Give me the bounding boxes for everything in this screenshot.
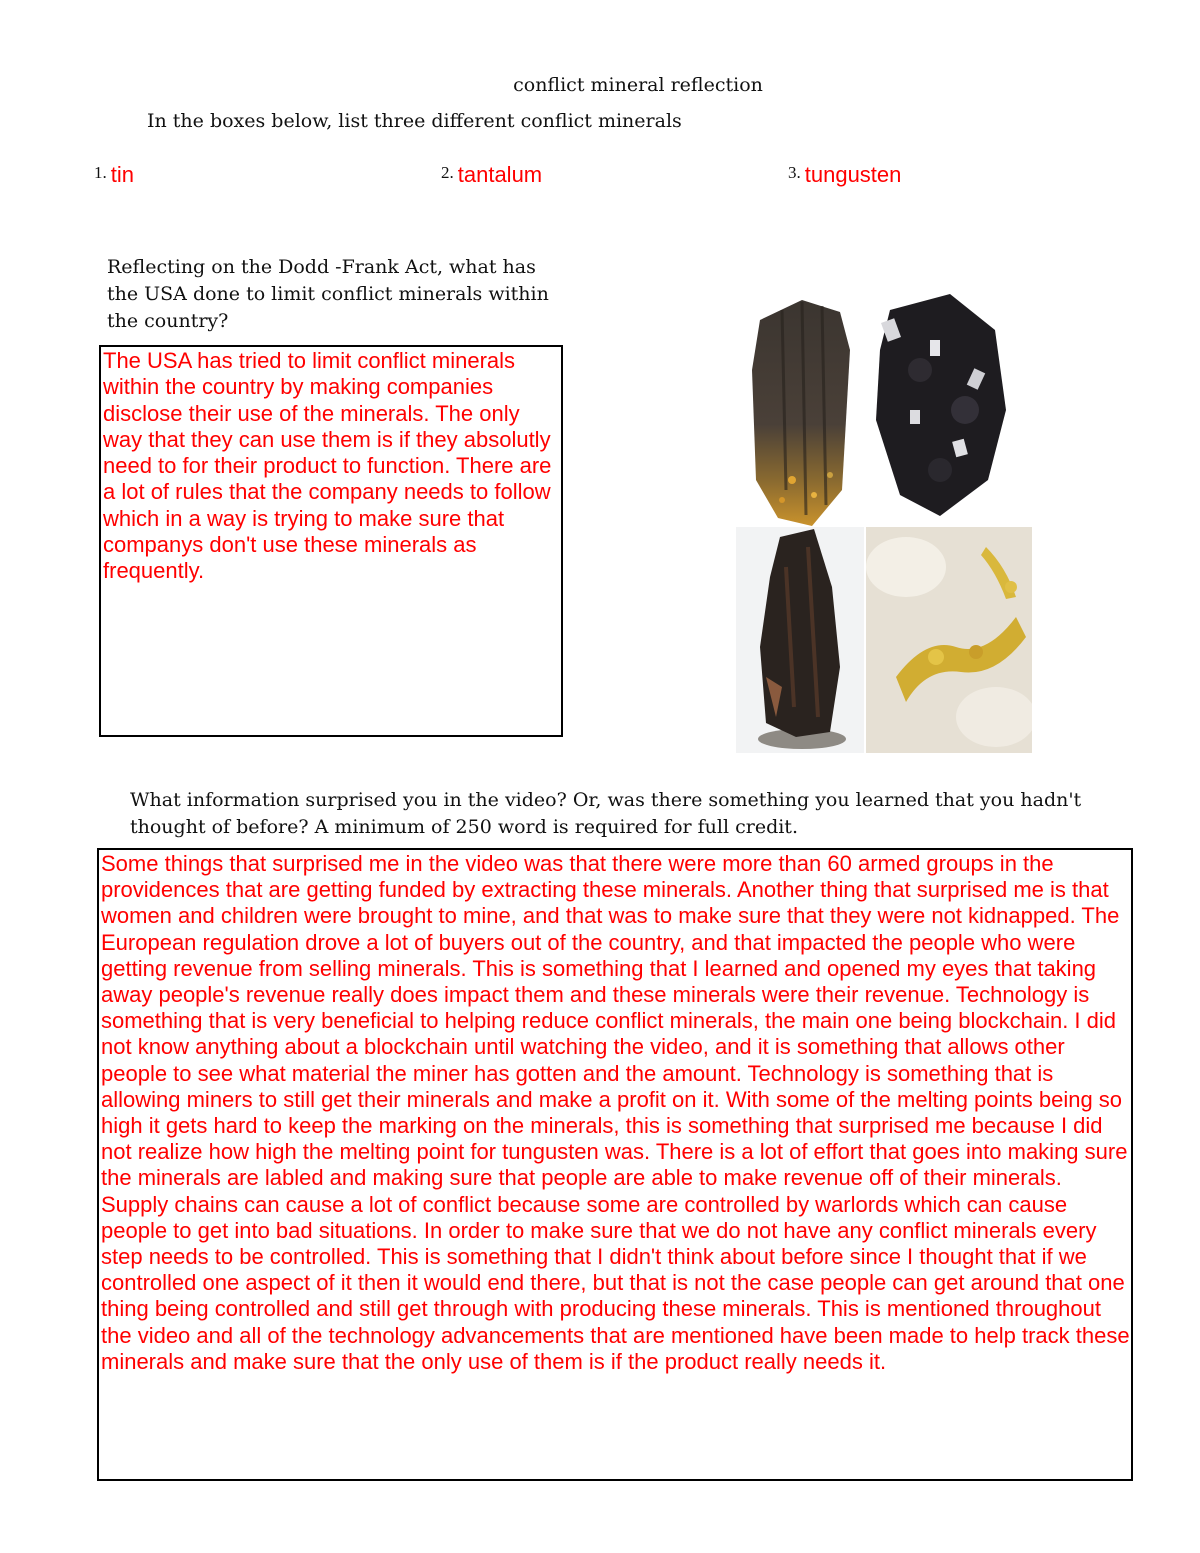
mineral-number: 1. xyxy=(94,163,107,182)
mineral-answer: tin xyxy=(110,162,134,187)
mineral-item-3 xyxy=(788,162,901,188)
mineral-item-2 xyxy=(441,162,542,188)
question-video: What information surprised you in the video? Or, was there something you learned that you hadn't thought of before? A minimum of 250 word is required for full credit. xyxy=(130,789,1082,838)
instruction-text: In the boxes below, list three different conflict minerals xyxy=(147,110,682,132)
question-dodd-frank: Reflecting on the Dodd -Frank Act, what has the USA done to limit conflict minerals within the country? xyxy=(107,256,549,332)
mineral-answer: tungusten xyxy=(804,162,902,187)
mineral-photo-tantalum xyxy=(870,290,1010,520)
answer-box-video[interactable] xyxy=(97,848,1133,1481)
mineral-answer: tantalum xyxy=(457,162,543,187)
mineral-photo-tin xyxy=(742,290,866,530)
mineral-photo-gold xyxy=(866,527,1032,753)
answer-text: The USA has tried to limit conflict minerals within the country by making companies disclose their use of the minerals. The only way that they can use them is if they absolutly need to for their product to function. There are a lot of rules that the company needs to follow which in a way is trying to make sure that companys don't use these minerals as frequently. xyxy=(103,348,552,584)
mineral-photo-tungsten xyxy=(736,527,864,753)
mineral-item-1 xyxy=(94,162,134,188)
page-title: conflict mineral reflection xyxy=(513,74,763,96)
answer-box-dodd-frank[interactable] xyxy=(99,345,563,737)
mineral-number: 3. xyxy=(788,163,801,182)
mineral-number: 2. xyxy=(441,163,454,182)
answer-text: Some things that surprised me in the video was that there were more than 60 armed groups in the providences that are getting funded by extracting these minerals. Another thing that surprised me is that women and children were brought to mine, and that was to make sure that they were not kidnapped. The European regulation drove a lot of buyers out of the country, and that impacted the people who were getting revenue from selling minerals. This is something that I learned and opened my eyes that taking away people's revenue really does impact them and these minerals were their revenue. Technology is something that is very beneficial to helping reduce conflict minerals, the main one being blockchain. I did not know anything about a blockchain until watching the video, and it is something that allows other people to see what material the miner has gotten and the amount. Technology is something that is allowing miners to still get their minerals and make a profit on it. With some of the melting points being so high it gets hard to keep the marking on the minerals, this is something that surprised me because I did not realize how high the melting point for tungusten was. There is a lot of effort that goes into making sure the minerals are labled and making sure that people are able to make revenue off of their minerals. Supply chains can cause a lot of conflict because some are controlled by warlords which can cause people to get into bad situations. In order to make sure that we do not have any conflict minerals every step needs to be controlled. This is something that I didn't think about before since I thought that if we controlled one aspect of it then it would end there, but that is not the case people can get around that one thing being controlled and still get through with producing these minerals. This is mentioned throughout the video and all of the technology advancements that are mentioned have been made to help track these minerals and make sure that the only use of them is if the product really needs it. xyxy=(101,851,1130,1374)
